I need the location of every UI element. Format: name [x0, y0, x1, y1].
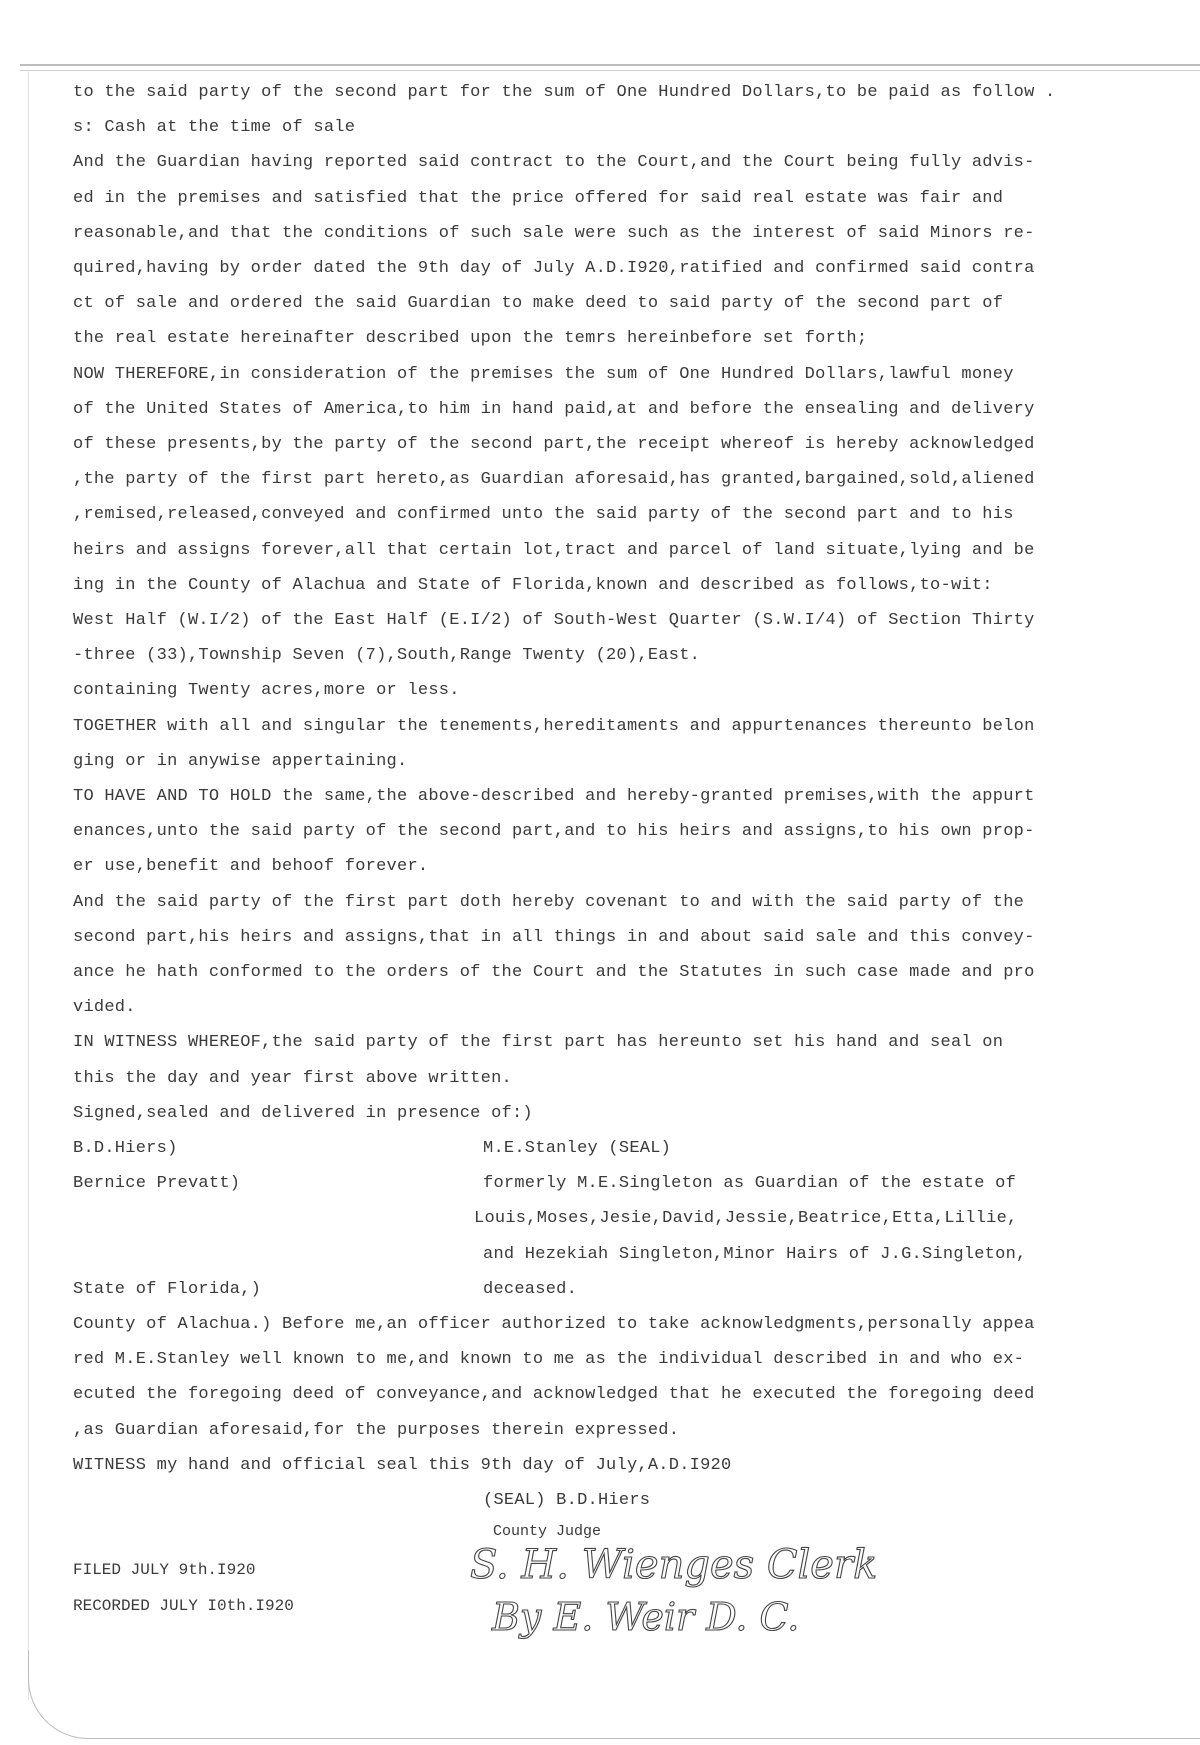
text-line: reasonable,and that the conditions of such sale were such as the interest of said Minors re- [73, 223, 1035, 243]
signature-block-line: (SEAL) B.D.Hiers [483, 1491, 651, 1510]
text-line: State of Florida,) [73, 1279, 262, 1299]
signature-block-line: and Hezekiah Singleton,Minor Hairs of J.G.Singleton, [483, 1244, 1027, 1264]
text-line: NOW THEREFORE,in consideration of the premises the sum of One Hundred Dollars,lawful money [73, 364, 1014, 384]
text-line: s: Cash at the time of sale [73, 118, 356, 138]
page-left-edge [28, 70, 29, 1700]
text-line: TOGETHER with all and singular the tenements,hereditaments and appurtenances thereunto belon [73, 716, 1035, 736]
signature-block-line: Louis,Moses,Jesie,David,Jessie,Beatrice,Etta,Lillie, [474, 1209, 1018, 1229]
text-line: TO HAVE AND TO HOLD the same,the above-described and hereby-granted premises,with the appurt [73, 787, 1035, 806]
text-line: ance he hath conformed to the orders of the Court and the Statutes in such case made and pro [73, 963, 1035, 982]
text-line: IN WITNESS WHEREOF,the said party of the first part has hereunto set his hand and seal on [73, 1033, 1004, 1053]
text-line: WITNESS my hand and official seal this 9th day of July,A.D.I920 [73, 1455, 732, 1475]
judge-title: County Judge [493, 1523, 602, 1540]
text-line: County of Alachua.) Before me,an officer authorized to take acknowledgments,personally appea [73, 1315, 1035, 1334]
signature-line-2: By E. Weir D. C. [492, 1595, 800, 1639]
page-top-border [20, 64, 1200, 66]
text-line: this the day and year first above written. [73, 1068, 512, 1088]
text-line: Signed,sealed and delivered in presence of:) [73, 1103, 533, 1123]
text-line: ing in the County of Alachua and State of Florida,known and described as follows,to-wit: [73, 575, 993, 595]
text-line: of the United States of America,to him in hand paid,at and before the ensealing and delivery [73, 399, 1035, 419]
filed-date: FILED JULY 9th.I920 [73, 1561, 256, 1579]
text-line: And the Guardian having reported said contract to the Court,and the Court being fully advis- [73, 153, 1035, 173]
text-line: to the said party of the second part for the sum of One Hundred Dollars,to be paid as follow . [73, 83, 1056, 102]
text-line: enances,unto the said party of the second part,and to his heirs and assigns,to his own prop- [73, 822, 1035, 842]
text-line: red M.E.Stanley well known to me,and known to me as the individual described in and who ex- [73, 1350, 1025, 1370]
text-line: ed in the premises and satisfied that the price offered for said real estate was fair and [73, 188, 1004, 208]
text-line: the real estate hereinafter described upon the temrs hereinbefore set forth; [73, 329, 868, 349]
text-line: heirs and assigns forever,all that certain lot,tract and parcel of land situate,lying and be [73, 540, 1035, 560]
text-line: ,as Guardian aforesaid,for the purposes therein expressed. [73, 1420, 680, 1440]
signature-block-line: deceased. [483, 1279, 578, 1299]
text-line: ct of sale and ordered the said Guardian to make deed to said party of the second part of [73, 294, 1004, 314]
signature-block-line: formerly M.E.Singleton as Guardian of the estate of [483, 1174, 1017, 1194]
text-line: West Half (W.I/2) of the East Half (E.I/2) of South-West Quarter (S.W.I/4) of Section Thirty [73, 611, 1035, 630]
signature-block-line: M.E.Stanley (SEAL) [483, 1139, 672, 1158]
text-line: ging or in anywise appertaining. [73, 751, 408, 771]
handwritten-signature [470, 1530, 930, 1640]
text-line: er use,benefit and behoof forever. [73, 857, 429, 877]
text-line: B.D.Hiers) [73, 1139, 178, 1158]
text-line: ,the party of the first part hereto,as Guardian aforesaid,has granted,bargained,sold,aliened [73, 470, 1035, 490]
text-line: containing Twenty acres,more or less. [73, 681, 460, 701]
text-line: second part,his heirs and assigns,that in all things in and about said sale and this convey- [73, 927, 1035, 947]
text-line: of these presents,by the party of the second part,the receipt whereof is hereby acknowledged [73, 435, 1035, 454]
text-line: -three (33),Township Seven (7),South,Range Twenty (20),East. [73, 646, 701, 666]
text-line: Bernice Prevatt) [73, 1174, 241, 1194]
page-top-border-inner [20, 70, 1200, 71]
text-line: And the said party of the first part doth hereby covenant to and with the said party of the [73, 892, 1025, 912]
text-line: vided. [73, 998, 136, 1018]
text-line: ,remised,released,conveyed and confirmed unto the said party of the second part and to his [73, 505, 1014, 525]
text-line: ecuted the foregoing deed of conveyance,and acknowledged that he executed the foregoing deed [73, 1385, 1035, 1405]
text-line: quired,having by order dated the 9th day of July A.D.I920,ratified and confirmed said contra [73, 259, 1035, 278]
signature-line-1: S. H. Wienges Clerk [470, 1542, 878, 1588]
page-bottom-edge [28, 1650, 1200, 1739]
recorded-date: RECORDED JULY I0th.I920 [73, 1597, 294, 1615]
